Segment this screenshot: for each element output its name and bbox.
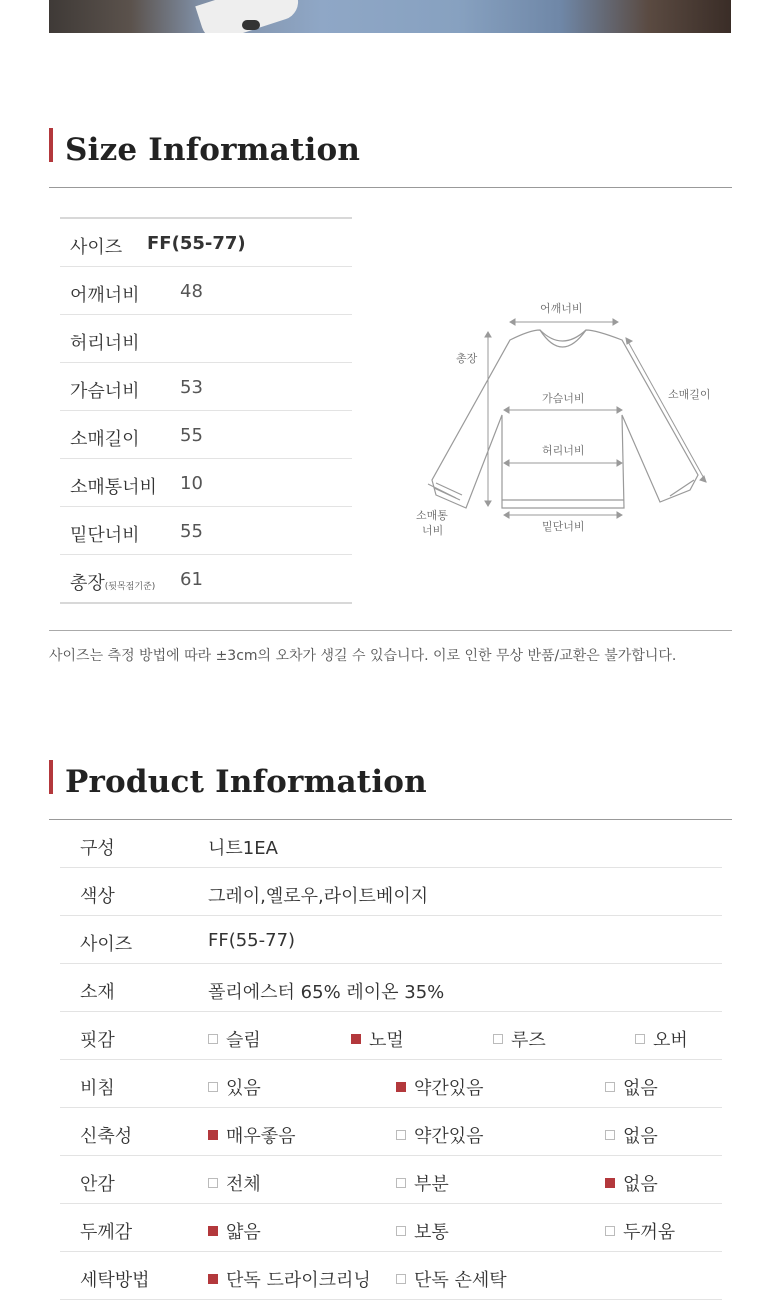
product-value: 폴리에스터 65% 레이온 35% [208, 982, 445, 1003]
option-label: 부분 [414, 1174, 449, 1195]
size-label: 소매통너비 [70, 477, 157, 498]
checkbox-icon [396, 1178, 406, 1188]
size-value: 10 [180, 473, 203, 494]
size-row [60, 363, 352, 411]
diagram-length-label: 총장 [456, 352, 478, 365]
option-item [605, 1074, 658, 1100]
option-item [208, 1218, 261, 1244]
product-label: 세탁방법 [80, 1270, 150, 1291]
option-label: 약간있음 [414, 1078, 484, 1099]
size-value: 55 [180, 521, 203, 542]
diagram-hem-label: 밑단너비 [542, 520, 585, 533]
checkbox-icon [635, 1034, 645, 1044]
size-label: 밑단너비 [70, 525, 140, 546]
size-label: 가슴너비 [70, 381, 140, 402]
option-label: 두꺼움 [623, 1222, 676, 1243]
checkbox-icon [493, 1034, 503, 1044]
option-item [208, 1074, 261, 1100]
diagram-waist-label: 허리너비 [542, 444, 585, 457]
diagram-sleeve-label: 소매길이 [668, 388, 711, 401]
option-label: 단독 드라이크리닝 [226, 1270, 371, 1291]
size-label-note: (뒷목점기준) [104, 582, 156, 592]
option-item [396, 1122, 484, 1148]
option-item [208, 1122, 296, 1148]
checkbox-icon [605, 1082, 615, 1092]
sweater-diagram [410, 290, 730, 550]
product-label: 두께감 [80, 1222, 133, 1243]
option-label: 노멀 [369, 1030, 404, 1051]
option-item [396, 1074, 484, 1100]
size-label: 어깨너비 [70, 285, 140, 306]
product-label: 구성 [80, 838, 115, 859]
option-row-lining [60, 1156, 722, 1204]
size-section-header [49, 128, 732, 188]
option-label: 전체 [226, 1174, 261, 1195]
size-row [60, 555, 352, 604]
checkbox-icon [208, 1034, 218, 1044]
size-row [60, 507, 352, 555]
product-value: 그레이,옐로우,라이트베이지 [208, 886, 429, 907]
product-label: 소재 [80, 982, 115, 1003]
checkbox-icon [605, 1130, 615, 1140]
product-label: 색상 [80, 886, 115, 907]
size-label-text: 총장 [70, 573, 105, 594]
size-section-title: Size Information [65, 132, 361, 168]
option-label: 약간있음 [414, 1126, 484, 1147]
option-item [605, 1218, 675, 1244]
product-label: 핏감 [80, 1030, 115, 1051]
product-row [60, 964, 722, 1012]
size-row [60, 267, 352, 315]
checkbox-icon [208, 1178, 218, 1188]
size-row [60, 411, 352, 459]
option-item [635, 1026, 688, 1052]
checkbox-icon [605, 1226, 615, 1236]
diagram-shoulder-label: 어깨너비 [540, 302, 583, 315]
option-row-thickness [60, 1204, 722, 1252]
option-item [396, 1218, 449, 1244]
product-label: 신축성 [80, 1126, 133, 1147]
option-row-sheerness [60, 1060, 722, 1108]
product-photo [49, 0, 731, 33]
size-value: 53 [180, 377, 203, 398]
size-label: 허리너비 [70, 333, 140, 354]
product-section-header [49, 760, 732, 820]
neckline [540, 330, 586, 347]
checkbox-icon [208, 1082, 218, 1092]
size-value: 61 [180, 569, 203, 590]
option-item [605, 1170, 658, 1196]
checkbox-icon [396, 1082, 406, 1092]
product-section-title: Product Information [65, 764, 427, 800]
option-item [208, 1266, 371, 1292]
size-value: 48 [180, 281, 203, 302]
size-value: 55 [180, 425, 203, 446]
option-label: 없음 [623, 1174, 658, 1195]
option-item [396, 1266, 507, 1292]
product-row [60, 820, 722, 868]
phone-camera [242, 20, 260, 30]
size-row [60, 315, 352, 363]
option-label: 오버 [653, 1030, 688, 1051]
option-row-washing [60, 1252, 722, 1300]
size-value: FF(55-77) [147, 233, 246, 254]
option-label: 보통 [414, 1222, 449, 1243]
checkbox-icon [396, 1274, 406, 1284]
product-label: 사이즈 [80, 934, 133, 955]
option-item [605, 1122, 658, 1148]
checkbox-icon [396, 1130, 406, 1140]
option-item [493, 1026, 546, 1052]
option-row-stretch [60, 1108, 722, 1156]
size-row [60, 219, 352, 267]
size-label: 소매길이 [70, 429, 140, 450]
option-label: 얇음 [226, 1222, 261, 1243]
option-label: 없음 [623, 1078, 658, 1099]
product-label: 안감 [80, 1174, 115, 1195]
diagram-cuff-label: 소매통 [416, 509, 448, 522]
title-accent-bar [49, 128, 53, 162]
option-item [208, 1170, 261, 1196]
option-item [396, 1170, 449, 1196]
option-label: 있음 [226, 1078, 261, 1099]
option-label: 슬림 [226, 1030, 261, 1051]
product-label: 비침 [80, 1078, 115, 1099]
product-value: 니트1EA [208, 838, 278, 859]
option-item [351, 1026, 404, 1052]
checkbox-icon [605, 1178, 615, 1188]
size-note: 사이즈는 측정 방법에 따라 ±3cm의 오차가 생길 수 있습니다. 이로 인한 무상 반품/교환은 불가합니다. [49, 648, 677, 664]
size-row [60, 459, 352, 507]
option-label: 매우좋음 [226, 1126, 296, 1147]
option-item [208, 1026, 261, 1052]
checkbox-icon [396, 1226, 406, 1236]
checkbox-icon [208, 1274, 218, 1284]
checkbox-icon [208, 1130, 218, 1140]
size-label [70, 569, 155, 595]
option-label: 없음 [623, 1126, 658, 1147]
checkbox-icon [208, 1226, 218, 1236]
option-row-fit [60, 1012, 722, 1060]
size-label: 사이즈 [70, 237, 123, 258]
size-table [60, 217, 352, 604]
title-accent-bar [49, 760, 53, 794]
checkbox-icon [351, 1034, 361, 1044]
product-table [60, 820, 722, 1300]
option-label: 단독 손세탁 [414, 1270, 507, 1291]
product-row [60, 916, 722, 964]
diagram-cuff-label-2: 너비 [422, 524, 444, 537]
divider [49, 630, 732, 631]
product-value: FF(55-77) [208, 930, 296, 951]
diagram-chest-label: 가슴너비 [542, 392, 585, 405]
product-row [60, 868, 722, 916]
option-label: 루즈 [511, 1030, 546, 1051]
